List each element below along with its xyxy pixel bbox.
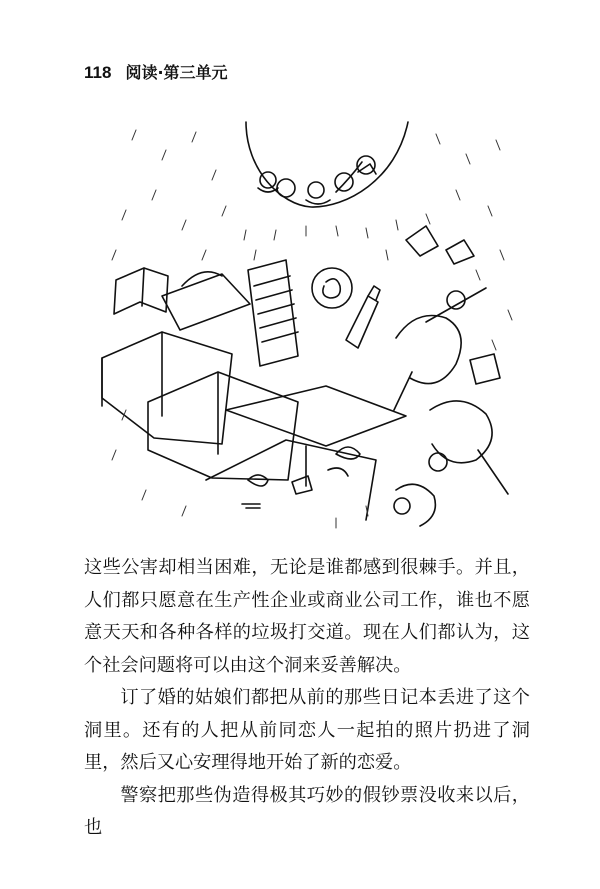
paragraph-2: 订了婚的姑娘们都把从前的那些日记本丢进了这个洞里。还有的人把从前同恋人一起拍的照片扔进了洞里，然后又心安理得地开始了新的恋爱。 bbox=[84, 687, 530, 773]
page-header bbox=[84, 60, 228, 83]
page-number: 118 bbox=[84, 63, 112, 82]
running-head: 阅读·第三单元 bbox=[125, 63, 228, 82]
paragraph-3: 警察把那些伪造得极其巧妙的假钞票没收来以后，也 bbox=[84, 784, 530, 838]
illustration-hole-garbage bbox=[96, 110, 516, 530]
body-text bbox=[84, 552, 530, 845]
paragraph-1: 这些公害却相当困难，无论是谁都感到很棘手。并且，人们都只愿意在生产性企业或商业公司工作，谁也不愿意天天和各种各样的垃圾打交道。现在人们都认为，这个社会问题将可以由这个洞来妥善解决。 bbox=[84, 557, 530, 676]
